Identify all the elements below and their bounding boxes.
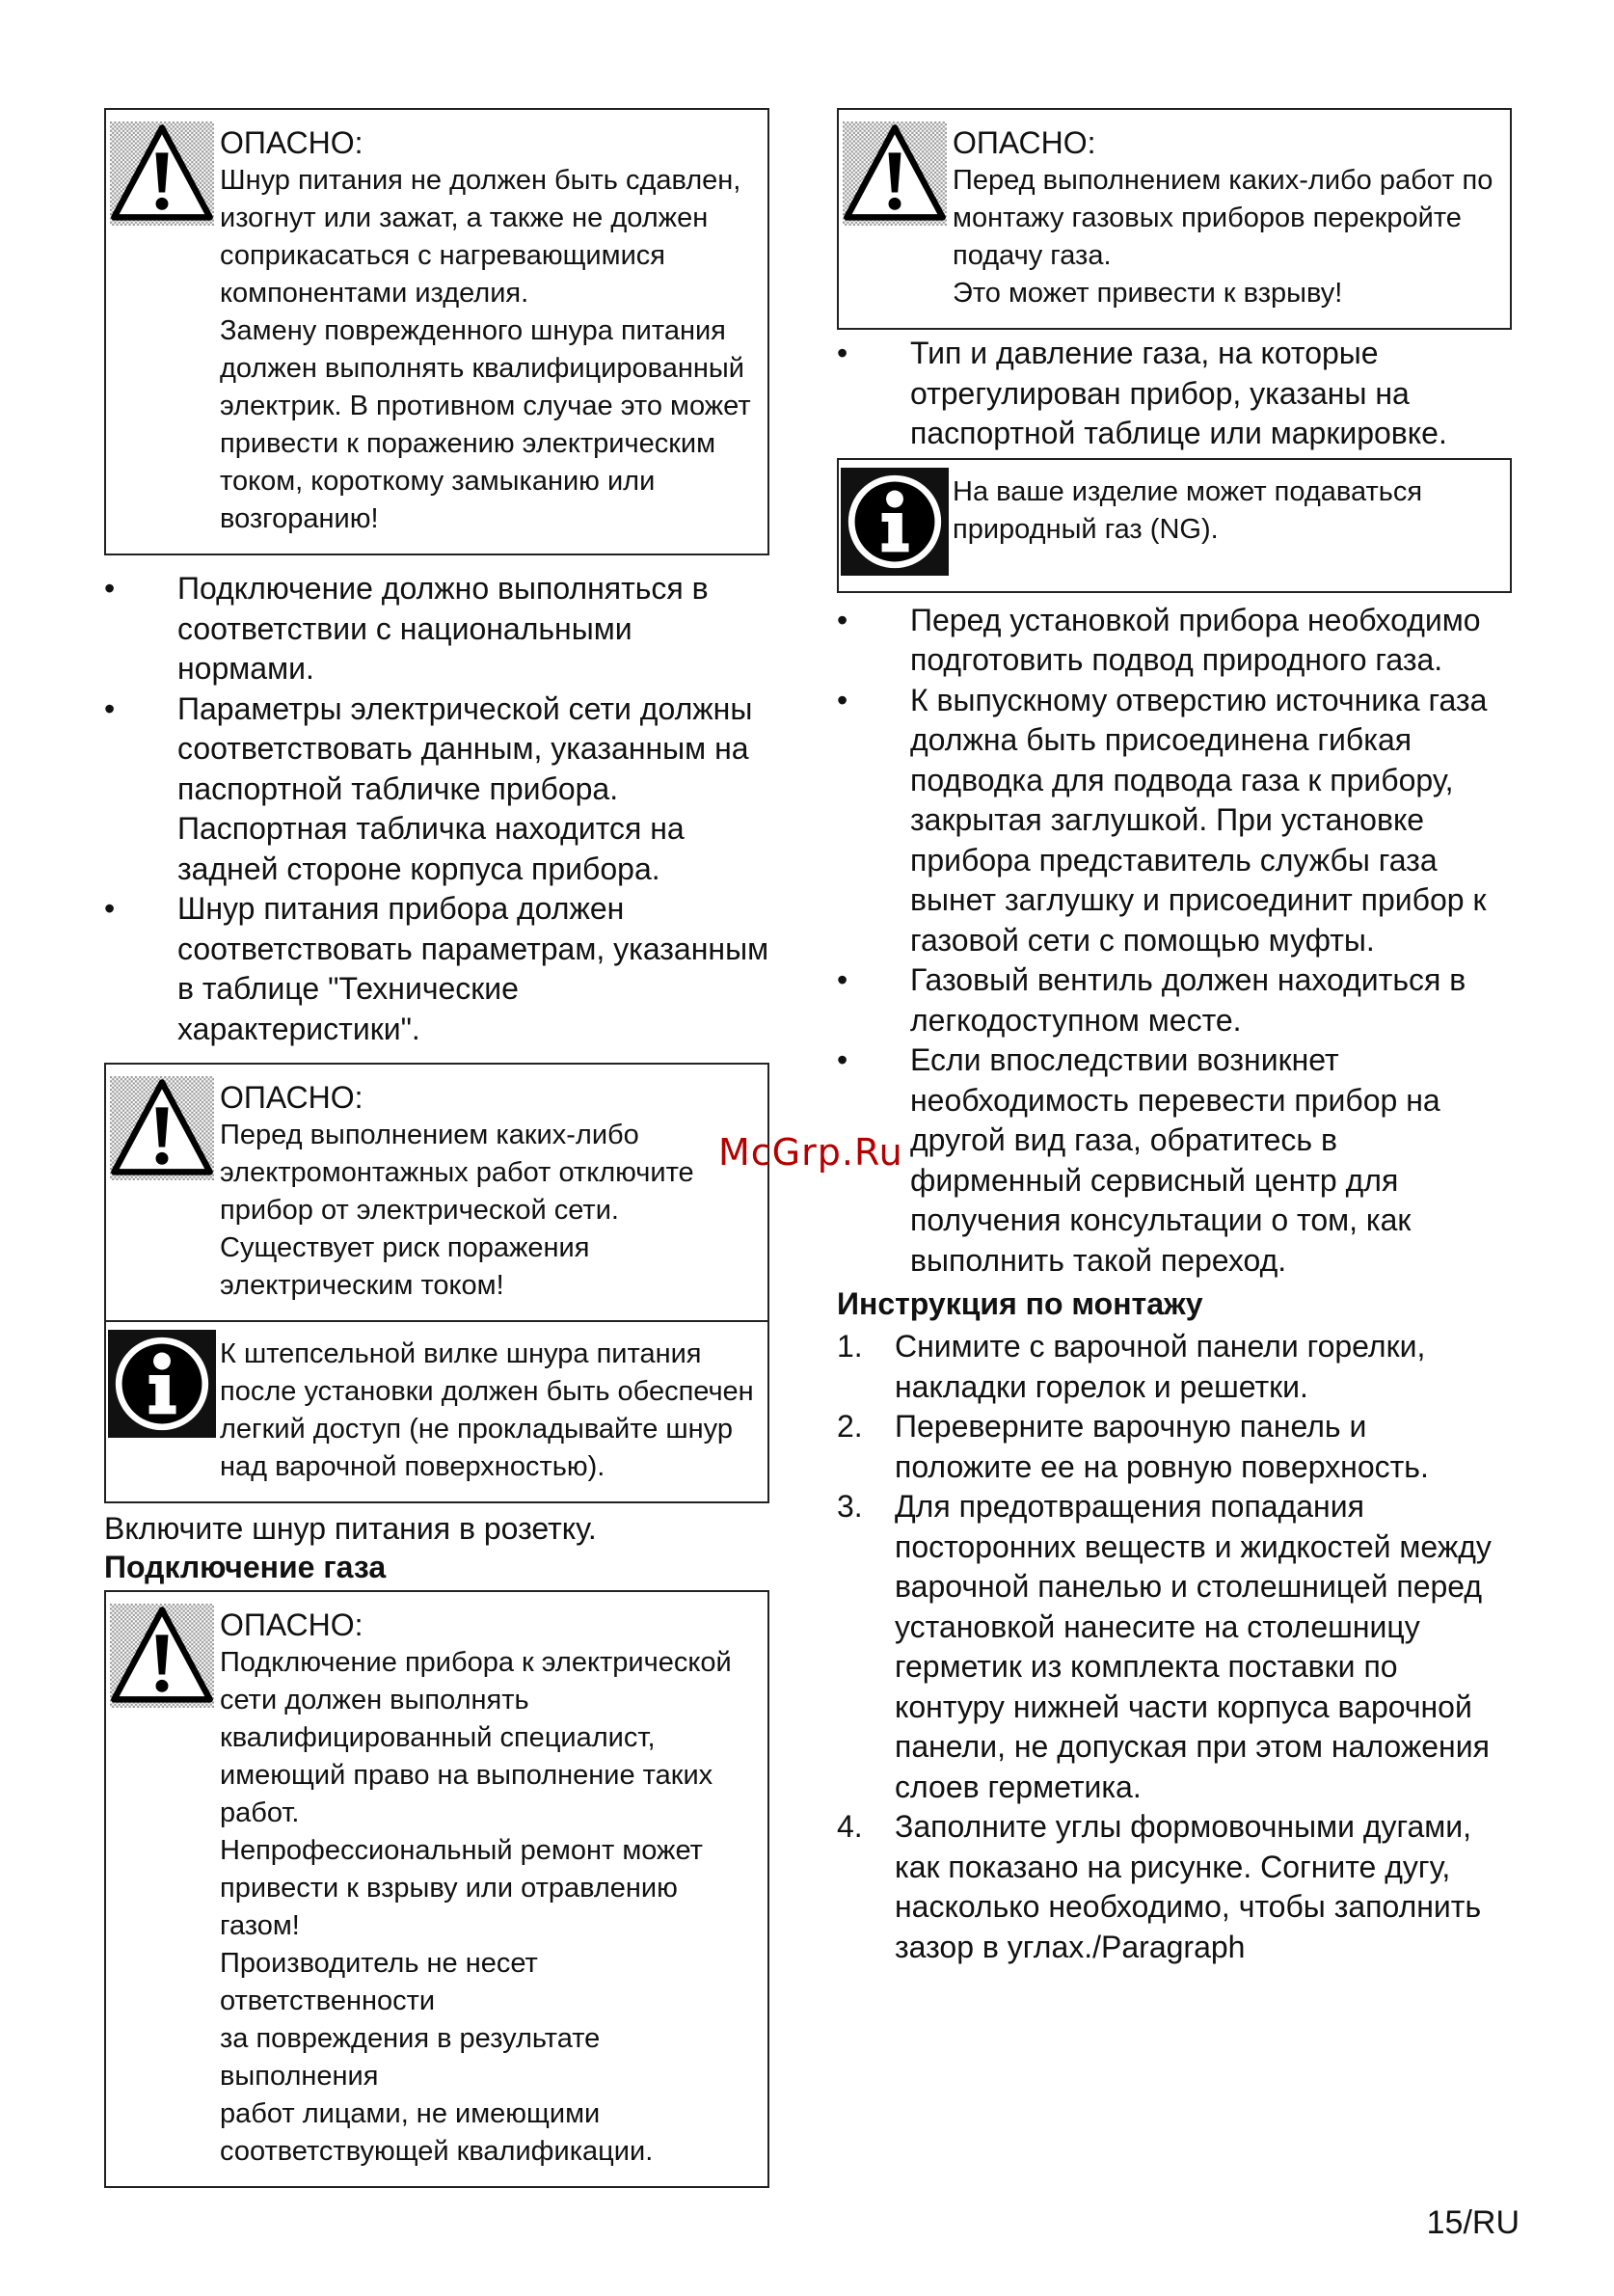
- step-number: 2.: [837, 1409, 863, 1444]
- step-text: Снимите с варочной панели горелки, накладки горелок и решетки.: [895, 1329, 1426, 1404]
- text-line: Шнур питания не должен быть сдавлен,: [220, 165, 741, 196]
- list-item: • Параметры электрической сети должны соответствовать данным, указанным на паспортной табличке прибора. Паспортная табличка находится на задней стороне корпуса прибора.: [104, 689, 769, 890]
- warning-triangle-icon: [110, 1076, 214, 1180]
- text-line: привести к поражению электрическим: [220, 428, 716, 459]
- list-item: • Шнур питания прибора должен соответствовать параметрам, указанным в таблице "Технические характеристики".: [104, 889, 769, 1049]
- text-line: работ лицами, не имеющими: [220, 2098, 601, 2129]
- warning-title: ОПАСНО:: [220, 125, 363, 160]
- warning-box-power-cord: [104, 108, 769, 555]
- step-number: 1.: [837, 1329, 863, 1364]
- warning-title: ОПАСНО:: [220, 1607, 363, 1642]
- info-text: [220, 1336, 754, 1486]
- text-line: возгоранию!: [220, 503, 379, 534]
- text-line: током, короткому замыканию или: [220, 466, 656, 497]
- warning-title: ОПАСНО:: [220, 1080, 363, 1115]
- gas-type-list: [837, 334, 1512, 454]
- list-item: • Подключение должно выполняться в соответствии с национальными нормами.: [104, 569, 769, 689]
- text-line: прибор от электрической сети.: [220, 1195, 619, 1226]
- text-line: Замену поврежденного шнура питания: [220, 315, 726, 346]
- text-line: Существует риск поражения: [220, 1232, 590, 1263]
- text-line: Это может привести к взрыву!: [953, 278, 1343, 309]
- text-line: легкий доступ (не прокладывайте шнур: [220, 1414, 733, 1445]
- list-item: [837, 1487, 1512, 1807]
- list-item: • Тип и давление газа, на которые отрегулирован прибор, указаны на паспортной таблице или маркировке.: [837, 334, 1512, 454]
- text-line: монтажу газовых приборов перекройте: [953, 203, 1462, 233]
- text-line: природный газ (NG).: [953, 513, 1219, 545]
- step-text: Заполните углы формовочными дугами, как показано на рисунке. Согните дугу, насколько необходимо, чтобы заполнить зазор в углах./Paragraph: [895, 1809, 1482, 1964]
- warning-text: [220, 1117, 754, 1305]
- text-line: К штепсельной вилке шнура питания: [220, 1338, 702, 1369]
- info-icon: [108, 1330, 216, 1438]
- text-line: электрическим током!: [220, 1270, 504, 1301]
- text-line: после установки должен быть обеспечен: [220, 1376, 754, 1407]
- info-box-plug-access: [104, 1321, 769, 1503]
- text-line: привести к взрыву или отравлению газом!: [220, 1873, 678, 1941]
- text-line: Перед выполнением каких-либо работ по: [953, 165, 1493, 196]
- warning-box-electrical-work: [104, 1063, 769, 1321]
- gas-supply-list: [837, 601, 1512, 1282]
- step-number: 3.: [837, 1489, 863, 1524]
- warning-text: [220, 1644, 754, 2171]
- warning-title: ОПАСНО:: [953, 125, 1096, 160]
- watermark: McGrp.Ru: [718, 1131, 903, 1174]
- gas-connection-heading: Подключение газа: [104, 1550, 387, 1584]
- info-text: [953, 473, 1496, 549]
- list-item: • Газовый вентиль должен находиться в легкодоступном месте.: [837, 960, 1512, 1040]
- text-line: компонентами изделия.: [220, 278, 529, 309]
- warning-box-gas-shutoff: [837, 108, 1512, 330]
- step-number: 4.: [837, 1809, 863, 1844]
- list-item: • К выпускному отверстию источника газа должна быть присоединена гибкая подводка для подвода газа к прибору, закрытая заглушкой. При установке прибора представитель службы газа вынет заглушку и присоединит прибор к газовой сети с помощью муфты.: [837, 681, 1512, 961]
- text-line: соответствующей квалификации.: [220, 2136, 654, 2167]
- mounting-instructions-heading: Инструкция по монтажу: [837, 1286, 1203, 1321]
- text-line: квалифицированный специалист,: [220, 1722, 656, 1753]
- warning-box-qualified-specialist: [104, 1590, 769, 2188]
- left-column: [104, 108, 769, 2188]
- info-icon: [841, 468, 949, 576]
- right-column: [837, 108, 1512, 1967]
- text-line: имеющий право на выполнение таких: [220, 1760, 713, 1791]
- text-line: за повреждения в результате выполнения: [220, 2023, 601, 2092]
- step-text: Переверните варочную панель и положите ее на ровную поверхность.: [895, 1409, 1429, 1484]
- page-number: 15/RU: [1426, 2204, 1520, 2241]
- text-line: сети должен выполнять: [220, 1685, 529, 1715]
- text-line: должен выполнять квалифицированный: [220, 353, 744, 384]
- list-item: • Перед установкой прибора необходимо подготовить подвод природного газа.: [837, 601, 1512, 681]
- text-line: подачу газа.: [953, 240, 1112, 271]
- text-line: Подключение прибора к электрической: [220, 1647, 732, 1678]
- text-line: над варочной поверхностью).: [220, 1451, 605, 1482]
- electrical-requirements-list: [104, 569, 769, 1049]
- text-line: работ.: [220, 1797, 300, 1828]
- warning-triangle-icon: [110, 122, 214, 226]
- text-line: Непрофессиональный ремонт может: [220, 1835, 703, 1866]
- text-line: изогнут или зажат, а также не должен: [220, 203, 709, 233]
- step-text: Для предотвращения попадания посторонних веществ и жидкостей между варочной панелью и столешницей перед установкой нанесите на столешницу герметик из комплекта поставки по контуру нижней части корпуса варочной панели, не допуская при этом наложения слоев герметика.: [895, 1489, 1492, 1804]
- text-line: Перед выполнением каких-либо: [220, 1120, 639, 1150]
- mounting-steps-list: [837, 1327, 1512, 1967]
- warning-text: [953, 162, 1496, 312]
- warning-text: [220, 162, 754, 538]
- list-item: [837, 1407, 1512, 1487]
- info-box-natural-gas: [837, 458, 1512, 593]
- warning-triangle-icon: [843, 122, 947, 226]
- list-item: • Если впоследствии возникнет необходимость перевести прибор на другой вид газа, обратитесь в фирменный сервисный центр для получения консультации о том, как выполнить такой переход.: [837, 1040, 1512, 1281]
- list-item: [837, 1807, 1512, 1967]
- warning-triangle-icon: [110, 1604, 214, 1708]
- text-line: Производитель не несет ответственности: [220, 1948, 538, 2016]
- text-line: электромонтажных работ отключите: [220, 1157, 694, 1188]
- text-line: электрик. В противном случае это может: [220, 391, 751, 421]
- text-line: соприкасаться с нагревающимися: [220, 240, 665, 271]
- list-item: [837, 1327, 1512, 1407]
- plug-in-instruction: Включите шнур питания в розетку.: [104, 1511, 597, 1546]
- text-line: На ваше изделие может подаваться: [953, 475, 1423, 507]
